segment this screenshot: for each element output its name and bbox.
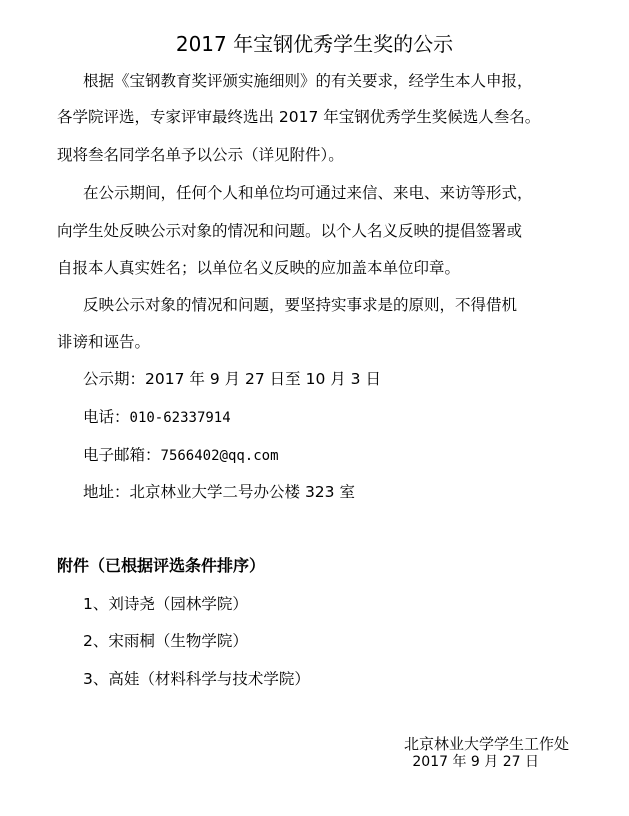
phone [83,405,231,430]
signature-organization: 北京林业大学学生工作处 [403,735,569,753]
attachment-item-3: 3、高娃（材料科学与技术学院） [83,670,310,688]
paragraph-2-line-1: 在公示期间，任何个人和单位均可通过来信、来电、来访等形式， [83,184,533,202]
email [83,443,279,468]
paragraph-2-line-3: 自报本人真实姓名；以单位名义反映的应加盖本单位印章。 [57,259,461,277]
email-value: 7566402@qq.com [160,448,279,464]
address [83,480,355,504]
paragraph-1-line-2: 各学院评选，专家评审最终选出 2017 年宝钢优秀学生奖候选人叁名。 [57,108,541,126]
phone-value: 010-62337914 [129,410,231,426]
attachment-heading: 附件（已根据评选条件排序） [57,556,266,575]
paragraph-2-line-2: 向学生处反映公示对象的情况和问题。以个人名义反映的提倡签署或 [57,222,523,240]
publicity-period-value: 2017 年 9 月 27 日至 10 月 3 日 [145,370,381,388]
paragraph-3-line-2: 诽谤和诬告。 [57,333,151,351]
address-value: 北京林业大学二号办公楼 323 室 [129,483,355,501]
attachment-item-2: 2、宋雨桐（生物学院） [83,632,248,650]
email-label: 电子邮箱： [83,446,161,464]
document-title: 2017 年宝钢优秀学生奖的公示 [175,32,454,56]
address-label: 地址： [83,483,130,501]
phone-label: 电话： [83,408,130,426]
paragraph-1-line-3: 现将叁名同学名单予以公示（详见附件）。 [57,146,344,164]
paragraph-1-line-1: 根据《宝钢教育奖评颁实施细则》的有关要求，经学生本人申报， [83,72,533,90]
publicity-period-label: 公示期： [83,370,146,388]
attachment-item-1: 1、刘诗尧（园林学院） [83,595,248,613]
publicity-period [83,367,381,391]
paragraph-3-line-1: 反映公示对象的情况和问题，要坚持实事求是的原则，不得借机 [83,296,518,314]
signature-date: 2017 年 9 月 27 日 [412,754,539,770]
